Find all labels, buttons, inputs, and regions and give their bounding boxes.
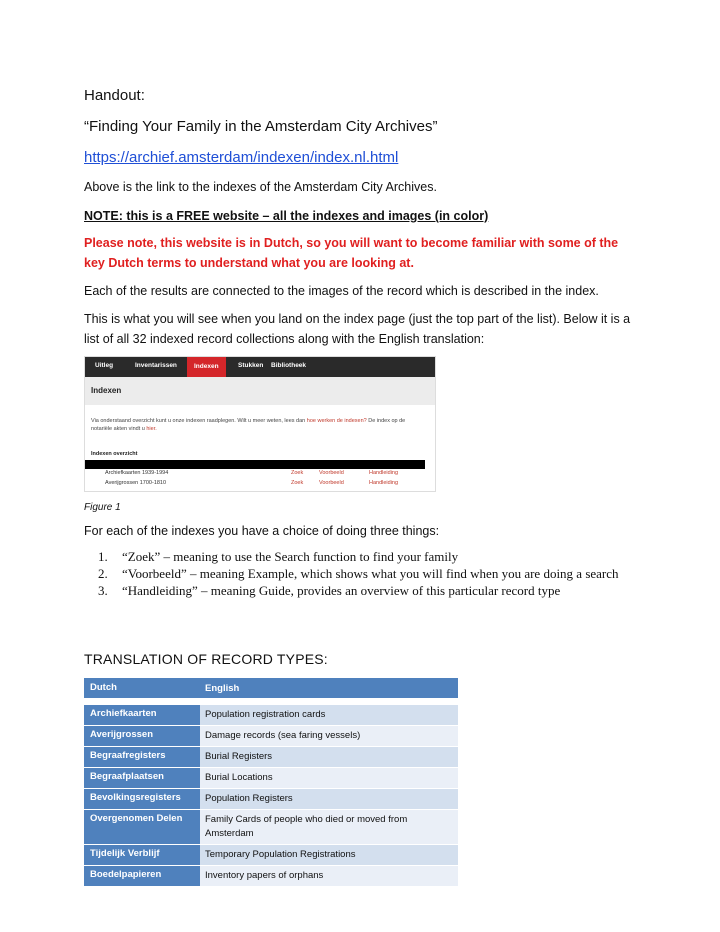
cell-dutch: Overgenomen Delen [84, 810, 200, 844]
cell-english: Inventory papers of orphans [200, 866, 458, 886]
cell-dutch: Averijgrossen [84, 726, 200, 746]
screenshot-nav-bar [85, 357, 435, 377]
nav-stukken[interactable]: Stukken [238, 362, 264, 369]
cell-dutch: Begraafregisters [84, 747, 200, 767]
nav-bibliotheek[interactable]: Bibliotheek [271, 362, 307, 369]
table-row [84, 725, 458, 746]
row-zoek-link[interactable]: Zoek [291, 470, 304, 476]
nav-indexen[interactable]: Indexen [187, 357, 226, 377]
screenshot-heading: Indexen [91, 386, 122, 395]
cell-english: Burial Registers [200, 747, 458, 767]
row-voorbeeld-link[interactable]: Voorbeeld [319, 470, 344, 476]
intro-link-hier[interactable]: hier. [146, 426, 157, 432]
screenshot-black-bar [85, 460, 425, 469]
archive-index-link[interactable]: https://archief.amsterdam/indexen/index.nl.html [84, 149, 399, 166]
handout-title: “Finding Your Family in the Amsterdam City Archives” [84, 118, 438, 135]
screenshot-heading-band [85, 377, 435, 405]
cell-english: Population Registers [200, 789, 458, 809]
cell-english: Burial Locations [200, 768, 458, 788]
list-number: 2. [98, 566, 108, 581]
cell-dutch: Boedelpapieren [84, 866, 200, 886]
list-text: “Zoek” – meaning to use the Search function to find your family [122, 549, 459, 564]
nav-inventarissen[interactable]: Inventarissen [135, 362, 177, 369]
cell-dutch: Tijdelijk Verblijf [84, 845, 200, 865]
table-row [84, 788, 458, 809]
header-english: English [205, 683, 240, 694]
cell-english: Temporary Population Registrations [200, 845, 458, 865]
nav-uitleg[interactable]: Uitleg [95, 362, 114, 369]
row-zoek-link[interactable]: Zoek [291, 480, 304, 486]
results-paragraph: Each of the results are connected to the images of the record which is described in the index. [84, 284, 599, 298]
list-item [98, 566, 658, 582]
list-number: 3. [98, 583, 108, 598]
list-item [98, 583, 658, 599]
cell-dutch: Archiefkaarten [84, 705, 200, 725]
dutch-warning: Please note, this website is in Dutch, so you will want to become familiar with some of the key Dutch terms to understand what you are looking at. [84, 236, 619, 270]
table-row [84, 704, 458, 725]
translation-table [84, 678, 458, 886]
row-name: Averijgrossen 1700-1810 [105, 480, 167, 486]
table-row [84, 767, 458, 788]
table-row [84, 865, 458, 886]
index-page-screenshot [84, 356, 436, 492]
section-title: TRANSLATION OF RECORD TYPES: [84, 651, 328, 667]
intro-text: Via onderstaand overzicht kunt u onze indexen raadplegen. Wilt u meer weten, lees dan [91, 418, 306, 424]
intro-text-end: De index op de notariële akten vindt u [91, 418, 406, 432]
cell-english: Family Cards of people who died or moved from Amsterdam [200, 810, 458, 844]
handout-label: Handout: [84, 87, 145, 104]
row-voorbeeld-link[interactable]: Voorbeeld [319, 480, 344, 486]
link-description: Above is the link to the indexes of the Amsterdam City Archives. [84, 180, 437, 194]
screenshot-intro [91, 417, 427, 433]
table-row [84, 746, 458, 767]
figure-caption: Figure 1 [84, 502, 121, 513]
table-header [84, 678, 458, 698]
table-row [84, 844, 458, 865]
list-text: “Handleiding” – meaning Guide, provides an overview of this particular record type [122, 583, 561, 598]
row-handleiding-link[interactable]: Handleiding [369, 470, 399, 476]
cell-english: Damage records (sea faring vessels) [200, 726, 458, 746]
list-number: 1. [98, 549, 108, 564]
cell-english: Population registration cards [200, 705, 458, 725]
free-website-note: NOTE: this is a FREE website – all the indexes and images (in color) [84, 209, 489, 223]
screenshot-overview-label: Indexen overzicht [91, 451, 138, 457]
choices-list [98, 549, 658, 600]
row-name: Archiefkaarten 1939-1994 [105, 470, 169, 476]
table-row [84, 809, 458, 844]
header-dutch: Dutch [90, 682, 117, 693]
choice-intro: For each of the indexes you have a choice of doing three things: [84, 524, 440, 538]
intro-link[interactable]: hoe werken de indexen? [306, 418, 367, 424]
cell-dutch: Bevolkingsregisters [84, 789, 200, 809]
list-item [98, 549, 658, 565]
landing-paragraph: This is what you will see when you land on the index page (just the top part of the list). Below it is a list of all 32 indexed record collections along with the English translation: [84, 312, 631, 346]
row-handleiding-link[interactable]: Handleiding [369, 480, 399, 486]
list-text: “Voorbeeld” – meaning Example, which shows what you will find when you are doing a search [122, 566, 619, 581]
cell-dutch: Begraafplaatsen [84, 768, 200, 788]
